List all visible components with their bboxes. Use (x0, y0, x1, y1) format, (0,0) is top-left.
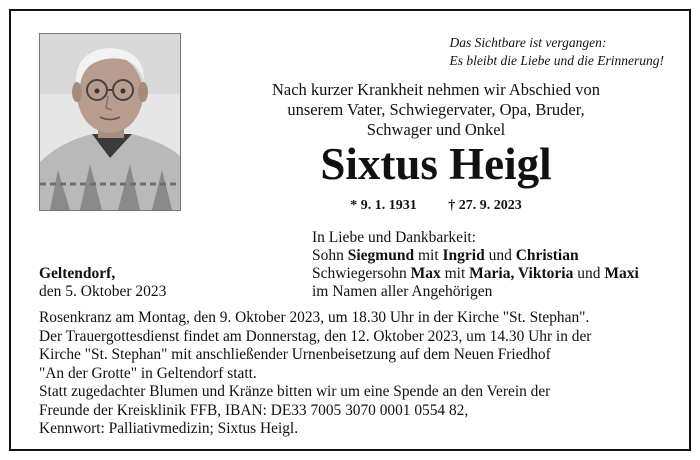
detail-line: Der Trauergottesdienst findet am Donnerstag, den 12. Oktober 2023, um 14.30 Uhr in der (39, 327, 592, 345)
obituary-notice (9, 9, 691, 451)
intro-text (201, 80, 671, 140)
life-dates (201, 198, 671, 214)
motto-line-1: Das Sichtbare ist vergangen: (449, 35, 607, 50)
motto-quote (450, 34, 664, 70)
detail-line: Statt zugedachter Blumen und Kränze bitten wir um eine Spende an den Verein der (39, 383, 551, 400)
detail-line: Freunde der Kreisklinik FFB, IBAN: DE33 7005 3070 0001 0554 82, (39, 401, 469, 419)
deceased-name: Sixtus Heigl (320, 139, 552, 189)
mourners-line-son: Sohn Siegmund mit Ingrid und Christian (312, 247, 579, 264)
intro-line-1: Nach kurzer Krankheit nehmen wir Abschied von (271, 80, 601, 99)
detail-line: "An der Grotte" in Geltendorf statt. (39, 364, 257, 382)
notice-date: den 5. Oktober 2023 (39, 283, 167, 300)
detail-line: Kennwort: Palliativmedizin; Sixtus Heigl. (39, 420, 299, 437)
intro-line-3: Schwager und Onkel (366, 120, 506, 139)
mourners-line-relatives: im Namen aller Angehörigen (312, 283, 493, 300)
portrait-photo (39, 33, 181, 211)
place-and-date (39, 265, 166, 301)
motto-line-2: Es bleibt die Liebe und die Erinnerung! (449, 53, 664, 68)
detail-line: Kirche "St. Stephan" mit anschließender Urnenbeisetzung auf dem Neuen Friedhof (39, 346, 551, 363)
mourners-line-son-in-law: Schwiegersohn Max mit Maria, Viktoria und Maxi (312, 265, 639, 282)
place-town: Geltendorf, (39, 265, 116, 282)
birth-date: * 9. 1. 1931 (350, 198, 417, 213)
detail-line: Rosenkranz am Montag, den 9. Oktober 2023, um 18.30 Uhr in der Kirche "St. Stephan". (39, 309, 590, 326)
service-details (39, 309, 679, 439)
death-date: † 27. 9. 2023 (448, 198, 522, 213)
mourners-heading: In Liebe und Dankbarkeit: (312, 229, 476, 246)
intro-line-2: unserem Vater, Schwiegervater, Opa, Bruder, (287, 100, 585, 119)
mourners-list (312, 229, 639, 301)
